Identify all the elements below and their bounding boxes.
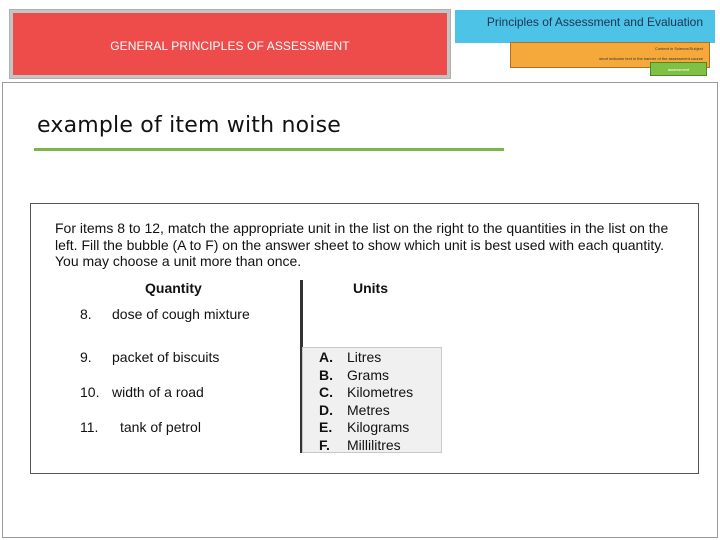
info-line-1: Content in Science/Subject xyxy=(654,46,703,51)
unit-option xyxy=(319,401,390,419)
title-underline xyxy=(34,148,504,151)
units-list xyxy=(302,347,442,453)
unit-option xyxy=(319,348,381,366)
section-title: GENERAL PRINCIPLES OF ASSESSMENT xyxy=(110,39,350,53)
question-number: 11. xyxy=(80,419,99,435)
unit-text: Litres xyxy=(347,349,382,365)
tag-label: assessment xyxy=(667,67,690,72)
unit-text: Millilitres xyxy=(347,436,401,453)
info-line-2: short indicator text in the banner of the assessment course xyxy=(599,56,703,61)
slide-header xyxy=(0,0,720,82)
question-number: 9. xyxy=(80,349,92,365)
question-number: 8. xyxy=(80,306,92,322)
unit-option xyxy=(319,436,401,454)
question-text: dose of cough mixture xyxy=(112,306,250,322)
unit-text: Grams xyxy=(347,366,389,383)
unit-letter: B. xyxy=(319,366,333,383)
question-text: packet of biscuits xyxy=(112,349,220,365)
unit-option xyxy=(319,383,413,401)
slide-title: example of item with noise xyxy=(37,113,341,138)
unit-option xyxy=(319,418,409,436)
question-text: width of a road xyxy=(112,384,204,400)
unit-letter: C. xyxy=(319,384,333,400)
course-banner xyxy=(455,10,715,43)
unit-option xyxy=(319,366,389,384)
unit-text: Kilograms xyxy=(347,419,410,435)
course-title: Principles of Assessment and Evaluation xyxy=(486,15,703,29)
unit-letter: E. xyxy=(319,419,333,435)
question-text: tank of petrol xyxy=(120,419,201,435)
unit-letter: D. xyxy=(319,401,333,418)
quantity-column-header: Quantity xyxy=(145,280,202,296)
section-banner xyxy=(10,10,450,78)
question-number: 10. xyxy=(80,384,100,400)
unit-text: Metres xyxy=(347,401,390,418)
tag-box xyxy=(650,62,707,76)
unit-letter: A. xyxy=(319,349,333,365)
units-column-header: Units xyxy=(353,280,388,296)
unit-letter: F. xyxy=(319,436,330,453)
unit-text: Kilometres xyxy=(347,384,414,400)
item-instructions: For items 8 to 12, match the appropriate unit in the list on the right to the quantities in the list on the left. Fill the bubble (A to F) on the answer sheet to show which unit is best used with each quantity. You may choose a unit more than once. xyxy=(55,220,669,269)
